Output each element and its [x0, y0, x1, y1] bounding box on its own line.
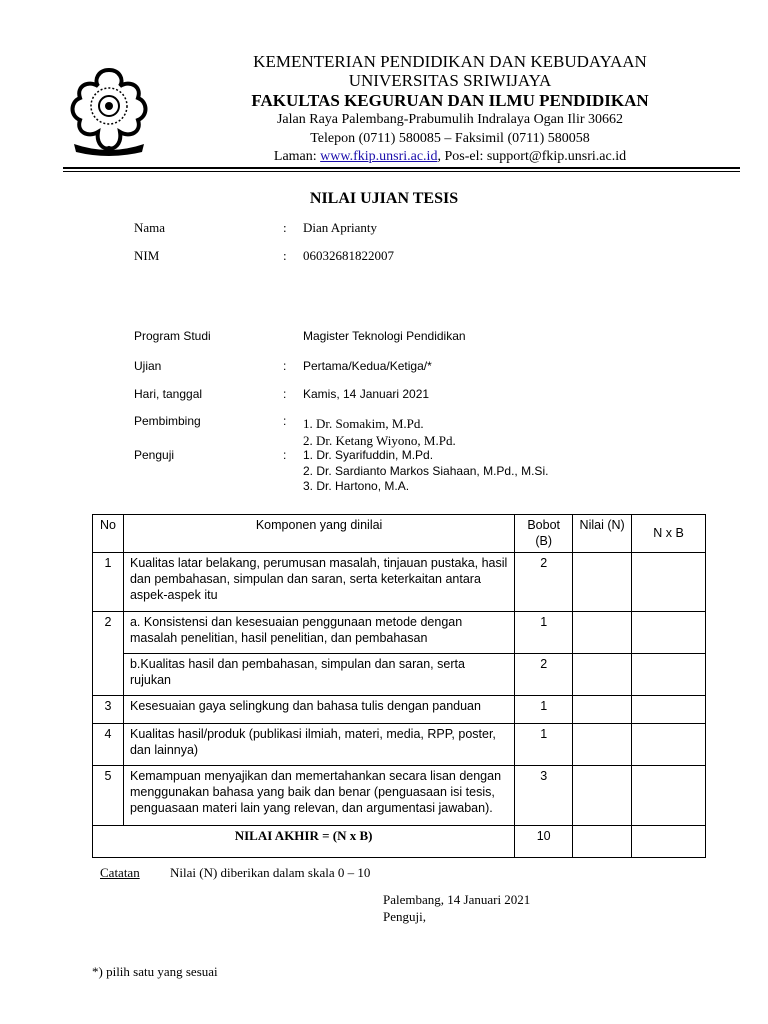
penguji-item: 3. Dr. Hartono, M.A.	[303, 479, 410, 494]
catatan-label: Catatan	[100, 865, 140, 880]
penguji-list	[303, 448, 548, 495]
row-nxb-cell[interactable]	[632, 611, 706, 653]
row-no: 5	[93, 765, 124, 825]
nim-label: NIM	[134, 248, 160, 263]
row-komponen: Kemampuan menyajikan dan memertahankan secara lisan dengan menggunakan bahasa yang baik dan benar (penguasaan isi tesis, penguasaan materi lain yang relevan, dan argumentasi jawaban).	[123, 765, 514, 825]
colon: :	[283, 220, 287, 235]
nim-value: 06032681822007	[303, 248, 394, 263]
header-faculty: FAKULTAS KEGURUAN DAN ILMU PENDIDIKAN	[251, 91, 649, 110]
ujian-value: Pertama/Kedua/Ketiga/*	[303, 359, 432, 373]
row-komponen: Kualitas hasil/produk (publikasi ilmiah, materi, media, RPP, poster, dan lainnya)	[123, 723, 514, 765]
penguji-label: Penguji	[134, 448, 175, 462]
university-seal-logo	[62, 64, 156, 158]
pembimbing-label: Pembimbing	[134, 414, 201, 428]
row-nxb-cell[interactable]	[632, 723, 706, 765]
colon: :	[283, 248, 287, 263]
prodi-value: Magister Teknologi Pendidikan	[303, 329, 466, 343]
header-address: Jalan Raya Palembang-Prabumulih Indralaya Ogan Ilir 30662	[276, 112, 623, 127]
row-bobot: 3	[515, 765, 573, 825]
place-date: Palembang, 14 Januari 2021	[383, 892, 531, 907]
table-header-row	[93, 515, 706, 553]
row-nilai-cell[interactable]	[573, 653, 632, 695]
row-nilai-cell[interactable]	[573, 695, 632, 723]
row-nxb-cell[interactable]	[632, 695, 706, 723]
website-link[interactable]: www.fkip.unsri.ac.id	[320, 149, 438, 164]
total-bobot: 10	[515, 825, 573, 857]
header-nxb: N x B	[632, 515, 706, 553]
header-ministry: KEMENTERIAN PENDIDIKAN DAN KEBUDAYAAN	[253, 52, 647, 71]
row-bobot: 1	[515, 695, 573, 723]
score-table	[92, 514, 706, 858]
row-nilai-cell[interactable]	[573, 552, 632, 611]
web-prefix: Laman:	[273, 149, 321, 164]
row-nilai-cell[interactable]	[573, 723, 632, 765]
footnote: *) pilih satu yang sesuai	[92, 964, 218, 979]
row-komponen: Kesesuaian gaya selingkung dan bahasa tulis dengan panduan	[123, 695, 514, 723]
nama-value: Dian Aprianty	[303, 220, 378, 235]
signer-label: Penguji,	[383, 909, 426, 924]
row-nilai-cell[interactable]	[573, 765, 632, 825]
row-bobot: 2	[515, 653, 573, 695]
table-row	[93, 723, 706, 765]
row-no: 1	[93, 552, 124, 611]
header-no: No	[93, 515, 124, 553]
row-nxb-cell[interactable]	[632, 552, 706, 611]
catatan-text: Nilai (N) diberikan dalam skala 0 – 10	[170, 865, 371, 880]
colon: :	[283, 448, 287, 462]
row-bobot: 2	[515, 552, 573, 611]
header-rule-thick	[63, 167, 740, 169]
row-bobot: 1	[515, 723, 573, 765]
row-nxb-cell[interactable]	[632, 765, 706, 825]
total-nilai-cell[interactable]	[573, 825, 632, 857]
table-total-row	[93, 825, 706, 857]
row-nilai-cell[interactable]	[573, 611, 632, 653]
total-nxb-cell[interactable]	[632, 825, 706, 857]
row-komponen: b.Kualitas hasil dan pembahasan, simpulan dan saran, serta rujukan	[123, 653, 514, 695]
row-bobot: 1	[515, 611, 573, 653]
header-phone: Telepon (0711) 580085 – Faksimil (0711) 580058	[310, 131, 590, 146]
table-row	[93, 611, 706, 653]
table-row	[93, 653, 706, 695]
pembimbing-item: 1. Dr. Somakim, M.Pd.	[303, 416, 424, 431]
prodi-label: Program Studi	[134, 329, 211, 343]
row-no: 4	[93, 723, 124, 765]
email-text: , Pos-el: support@fkip.unsri.ac.id	[437, 149, 627, 164]
document-title: NILAI UJIAN TESIS	[309, 190, 459, 207]
penguji-item: 2. Dr. Sardianto Markos Siahaan, M.Pd., M.Si.	[303, 463, 549, 478]
header-university: UNIVERSITAS SRIWIJAYA	[348, 71, 552, 90]
table-row	[93, 765, 706, 825]
ujian-label: Ujian	[134, 359, 162, 373]
table-row	[93, 552, 706, 611]
colon: :	[283, 414, 287, 428]
header-komponen: Komponen yang dinilai	[123, 515, 514, 553]
colon: :	[283, 359, 287, 373]
row-komponen: Kualitas latar belakang, perumusan masalah, tinjauan pustaka, hasil dan pembahasan, simpulan dan saran, serta keterkaitan antara aspek-aspek itu	[123, 552, 514, 611]
row-nxb-cell[interactable]	[632, 653, 706, 695]
row-komponen: a. Konsistensi dan kesesuaian penggunaan metode dengan masalah penelitian, hasil penelitian, dan pembahasan	[123, 611, 514, 653]
row-no: 3	[93, 695, 124, 723]
nama-label: Nama	[134, 220, 166, 235]
header-nilai: Nilai (N)	[573, 515, 632, 553]
pembimbing-item: 2. Dr. Ketang Wiyono, M.Pd.	[303, 432, 456, 448]
row-no: 2	[93, 611, 124, 695]
header-rule-thin	[63, 171, 740, 172]
table-row	[93, 695, 706, 723]
header-bobot: Bobot (B)	[515, 515, 573, 553]
colon: :	[283, 387, 287, 401]
pembimbing-list	[303, 416, 456, 450]
tanggal-value: Kamis, 14 Januari 2021	[303, 387, 430, 401]
tanggal-label: Hari, tanggal	[134, 387, 203, 401]
header-web	[170, 149, 730, 165]
penguji-item: 1. Dr. Syarifuddin, M.Pd.	[303, 448, 434, 462]
total-label: NILAI AKHIR = (N x B)	[93, 825, 515, 857]
